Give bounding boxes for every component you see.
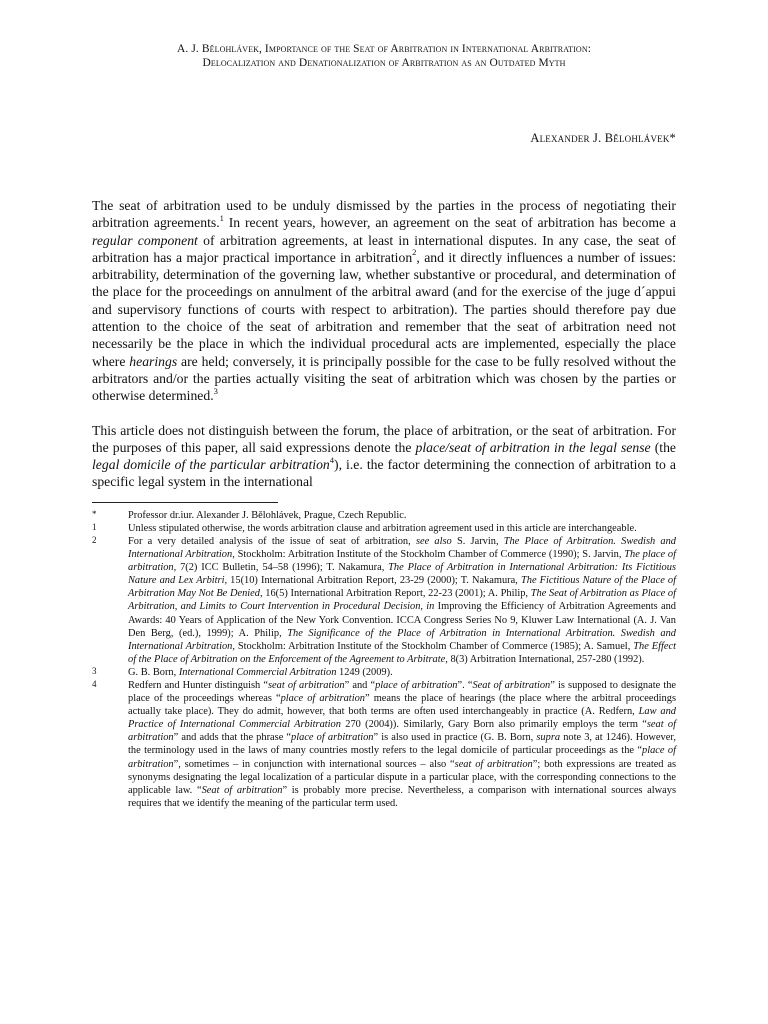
footnote-text: Redfern and Hunter distinguish “seat of arbitration” and “place of arbitration”. “Seat of arbitration” is supposed to designate the place of the proceedings whereas “place of arbitration” means the place of hearings (the place where the arbitral proceedings actually take place). They do admit, however, that both terms are often used interchangeably in practice (A. Redfern, Law and Practice of International Commercial Arbitration 270 (2004)). Similarly, Gary Born also primarily employs the term “seat of arbitration” and adds that the phrase “place of arbitration” is also used in practice (G. B. Born, supra note 3, at 1246). However, the terminology used in the laws of many countries mostly refers to the legal domicile of particular proceedings as the “place of arbitration”, sometimes – in conjunction with international sources – also “seat of arbitration”; both expressions are treated as synonyms designating the legal localization of a particular dispute in a particular place, with the corresponding connections to the applicable law. “Seat of arbitration” is probably more precise. Nevertheless, a comparison with international sources always requires that we identify the meaning of the particular term used. [128, 679, 677, 809]
document-page [92, 0, 676, 810]
paragraph-text: are held; conversely, it is principally possible for the case to be fully resolved without the arbitrators and/or the parties actually visiting the seat of arbitration which was chosen by the parties or otherwise determined. [92, 353, 677, 404]
emphasis: hearings [129, 353, 178, 369]
footnote-ref-3[interactable]: 3 [213, 385, 218, 396]
footnotes [92, 509, 676, 810]
footnote-text: Unless stipulated otherwise, the words arbitration clause and arbitration agreement used in this article are interchangeable. [128, 522, 637, 534]
footnote-mark: 2 [92, 534, 97, 545]
paragraph-text: (the [650, 439, 676, 455]
running-header [92, 42, 676, 70]
footnote-mark: * [92, 508, 97, 519]
footnote-mark: 4 [92, 678, 97, 689]
footnote-separator [92, 502, 278, 503]
footnote-ref-1[interactable]: 1 [219, 212, 224, 223]
footnote-ref-2[interactable]: 2 [412, 247, 417, 258]
paragraph-text: ), i.e. the factor determining the connection of arbitration to a specific legal system in the international [92, 457, 676, 490]
footnote-mark: 3 [92, 665, 97, 676]
paragraph-text: The seat of arbitration used to be unduly dismissed by the parties in the process of negotiating their arbitration agreements. [92, 198, 676, 231]
footnote-star [92, 509, 676, 522]
footnote-mark: 1 [92, 521, 97, 532]
footnote-text: For a very detailed analysis of the issue of seat of arbitration, see also S. Jarvin, The Place of Arbitration. Swedish and International Arbitration, Stockholm: Arbitration Institute of the Stockholm Chamber of Commerce (1990); S. Jarvin, The place of arbitration, 7(2) ICC Bulletin, 54–58 (1996); T. Nakamura, The Place of Arbitration in International Arbitration: Its Fictitious Nature and Lex Arbitri, 15(10) International Arbitration Report, 23-29 (2000); T. Nakamura, The Fictitious Nature of the Place of Arbitration May Not Be Denied, 16(5) International Arbitration Report, 22-23 (2001); A. Philip, The Seat of Arbitration as Place of Arbitration, and Limits to Court Intervention in Procedural Decision, in Improving the Efficiency of Arbitration Agreements and Awards: 40 Years of Application of the New York Convention. ICCA Congress Series No 9, Kluwer Law International (A. J. Van Den Berg, (ed.), 1999); A. Philip, The Significance of the Place of Arbitration in International Arbitration. Swedish and International Arbitration, Stockholm: Arbitration Institute of the Stockholm Chamber of Commerce (1985); A. Samuel, The Effect of the Place of Arbitration on the Enforcement of the Agreement to Arbitrate, 8(3) Arbitration International, 257-280 (1992). [128, 535, 677, 665]
paragraph-2 [92, 422, 676, 491]
running-header-line-2: Delocalization and Denationalization of Arbitration as an Outdated Myth [202, 57, 566, 69]
paragraph-text: of arbitration agreements, at least in international disputes. In any case, the seat of arbitration has a major practical importance in arbitration [92, 232, 676, 265]
footnote-ref-4[interactable]: 4 [329, 454, 335, 465]
footnote-4 [92, 679, 676, 810]
footnote-2 [92, 535, 676, 666]
footnote-3 [92, 666, 676, 679]
emphasis: legal domicile of the particular arbitration [92, 457, 330, 473]
emphasis: place/seat of arbitration in the legal sense [415, 439, 651, 455]
author-name: Alexander J. Bělohlávek* [530, 131, 676, 145]
paragraph-text: In recent years, however, an agreement on the seat of arbitration has become a [223, 215, 676, 231]
paragraph-1 [92, 197, 676, 405]
footnote-text: G. B. Born, International Commercial Arbitration 1249 (2009). [128, 666, 393, 678]
footnote-1 [92, 522, 676, 535]
paragraph-text: This article does not distinguish between the forum, the place of arbitration, or the seat of arbitration. For the purposes of this paper, all said expressions denote the [92, 422, 676, 455]
emphasis: regular component [92, 232, 198, 248]
paragraph-text: , and it directly influences a number of issues: arbitrability, determination of the governing law, whether substantive or procedural, and determination of the place for the proceedings on annulment of the arbitral award (and for the exercise of the juge d´appui and supervisory functions of courts with respect to arbitration). The parties should therefore pay due attention to the choice of the seat of arbitration and remember that the seat of arbitration need not necessarily be the place in which the individual procedural acts are implemented, especially the place where [92, 249, 676, 369]
running-header-line-1: A. J. Bělohlávek, Importance of the Seat of Arbitration in International Arbitration: [177, 43, 591, 55]
article-body [92, 197, 676, 491]
footnote-text: Professor dr.iur. Alexander J. Bělohlávek, Prague, Czech Republic. [128, 509, 407, 521]
